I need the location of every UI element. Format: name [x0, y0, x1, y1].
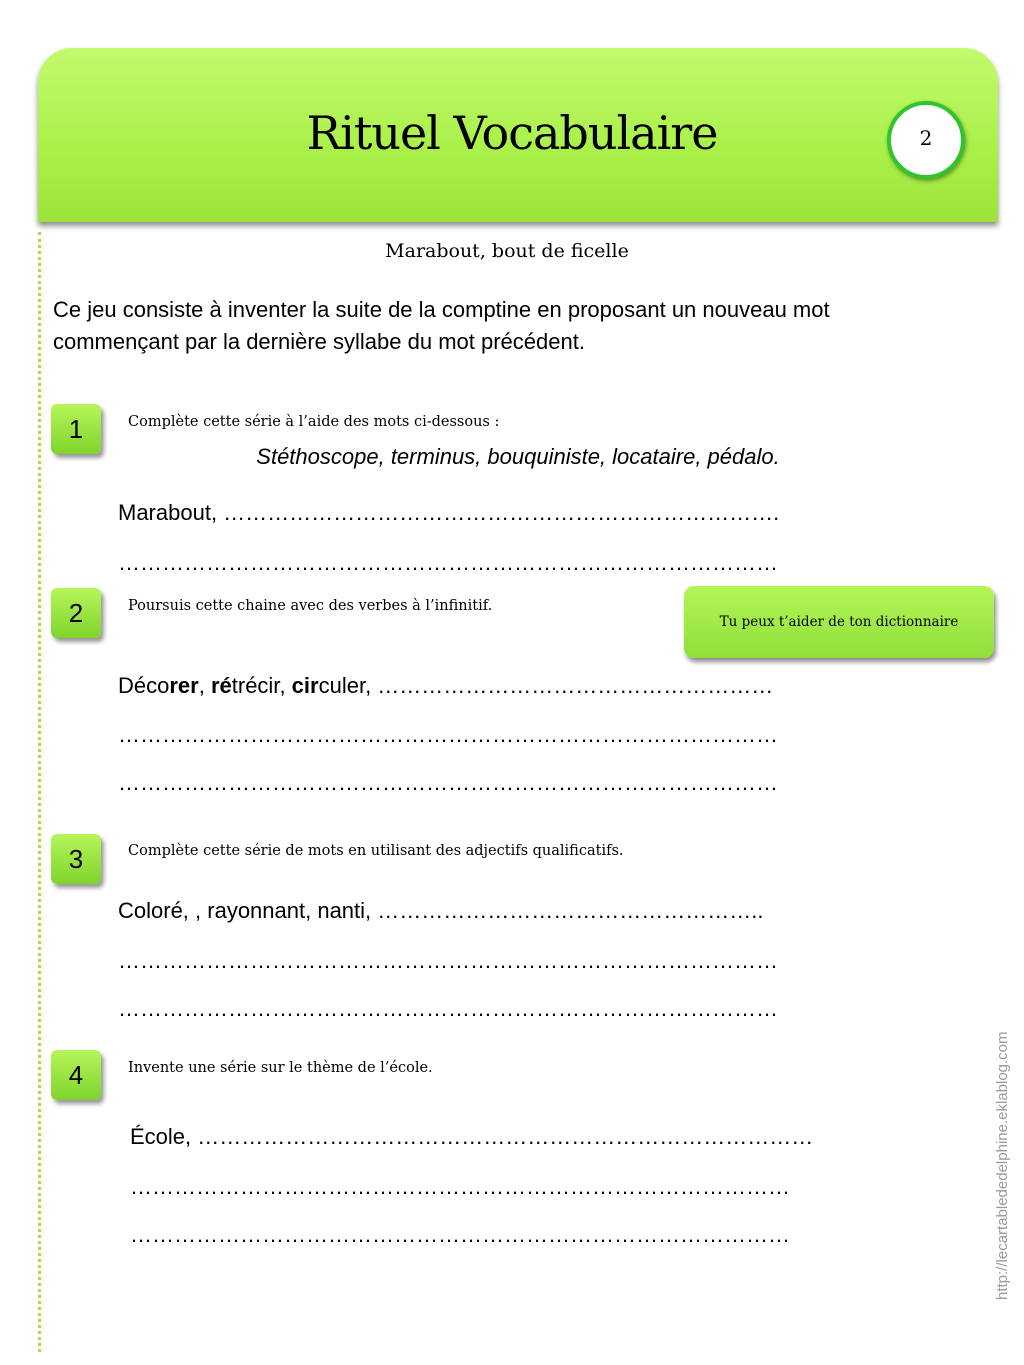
exercise-4-instruction: Invente une série sur le thème de l’école. [128, 1060, 433, 1076]
word-decorer-prefix: Déco [118, 673, 170, 698]
subtitle: Marabout, bout de ficelle [385, 240, 629, 262]
word-circuler-suffix: culer [318, 673, 366, 698]
exercise-1-answer-line[interactable]: ……………………………………………………………………………… [118, 550, 778, 575]
exercise-3-answer-line[interactable]: Coloré, , rayonnant, nanti, …………………………………………….. [118, 898, 764, 923]
intro-text: Ce jeu consiste à inventer la suite de la comptine en proposant un nouveau mot commençant par la dernière syllabe du mot précédent. [53, 297, 830, 354]
exercise-3-instruction: Complète cette série de mots en utilisant des adjectifs qualificatifs. [128, 843, 624, 859]
page-title: Rituel Vocabulaire [306, 106, 718, 160]
exercise-number-1: 1 [51, 404, 101, 454]
exercise-4-answer-line[interactable]: École, ………………………………………………………………………… [130, 1124, 814, 1149]
exercise-3-answer-line[interactable]: ……………………………………………………………………………… [118, 948, 778, 973]
word-circuler-syllable: cir [291, 673, 319, 698]
exercise-number-4: 4 [51, 1050, 101, 1100]
margin-dotted-line [38, 232, 41, 1352]
separator: , [279, 673, 292, 698]
page-number-badge: 2 [887, 101, 965, 179]
word-decorer-syllable: rer [169, 673, 199, 698]
dictionary-tip-box: Tu peux t’aider de ton dictionnaire [684, 586, 994, 658]
exercise-2-answer-line[interactable]: ……………………………………………………………………………… [118, 722, 778, 747]
exercise-1-word-list: Stéthoscope, terminus, bouquiniste, locataire, pédalo. [256, 444, 780, 469]
exercise-3-answer-line[interactable]: ……………………………………………………………………………… [118, 996, 778, 1021]
exercise-number-3: 3 [51, 834, 101, 884]
exercise-2-instruction: Poursuis cette chaine avec des verbes à l’infinitif. [128, 598, 493, 614]
source-credit: http://lecartablededelphine.eklablog.com [994, 1031, 1011, 1300]
exercise-4-answer-line[interactable]: ……………………………………………………………………………… [130, 1222, 790, 1247]
separator: , [198, 673, 211, 698]
exercise-2-answer-line[interactable]: ……………………………………………………………………………… [118, 770, 778, 795]
example-dots: , ……………………………………………… [365, 673, 774, 698]
exercise-1-instruction: Complète cette série à l’aide des mots ci-dessous : [128, 414, 500, 430]
exercise-2-example-line[interactable] [118, 673, 773, 699]
exercise-1-answer-line[interactable]: Marabout, …………………………………………………………………. [118, 500, 780, 525]
exercise-number-2: 2 [51, 588, 101, 638]
word-retrecir-syllable: ré [210, 673, 232, 698]
word-retrecir-suffix: trécir [231, 673, 280, 698]
exercise-4-answer-line[interactable]: ……………………………………………………………………………… [130, 1174, 790, 1199]
